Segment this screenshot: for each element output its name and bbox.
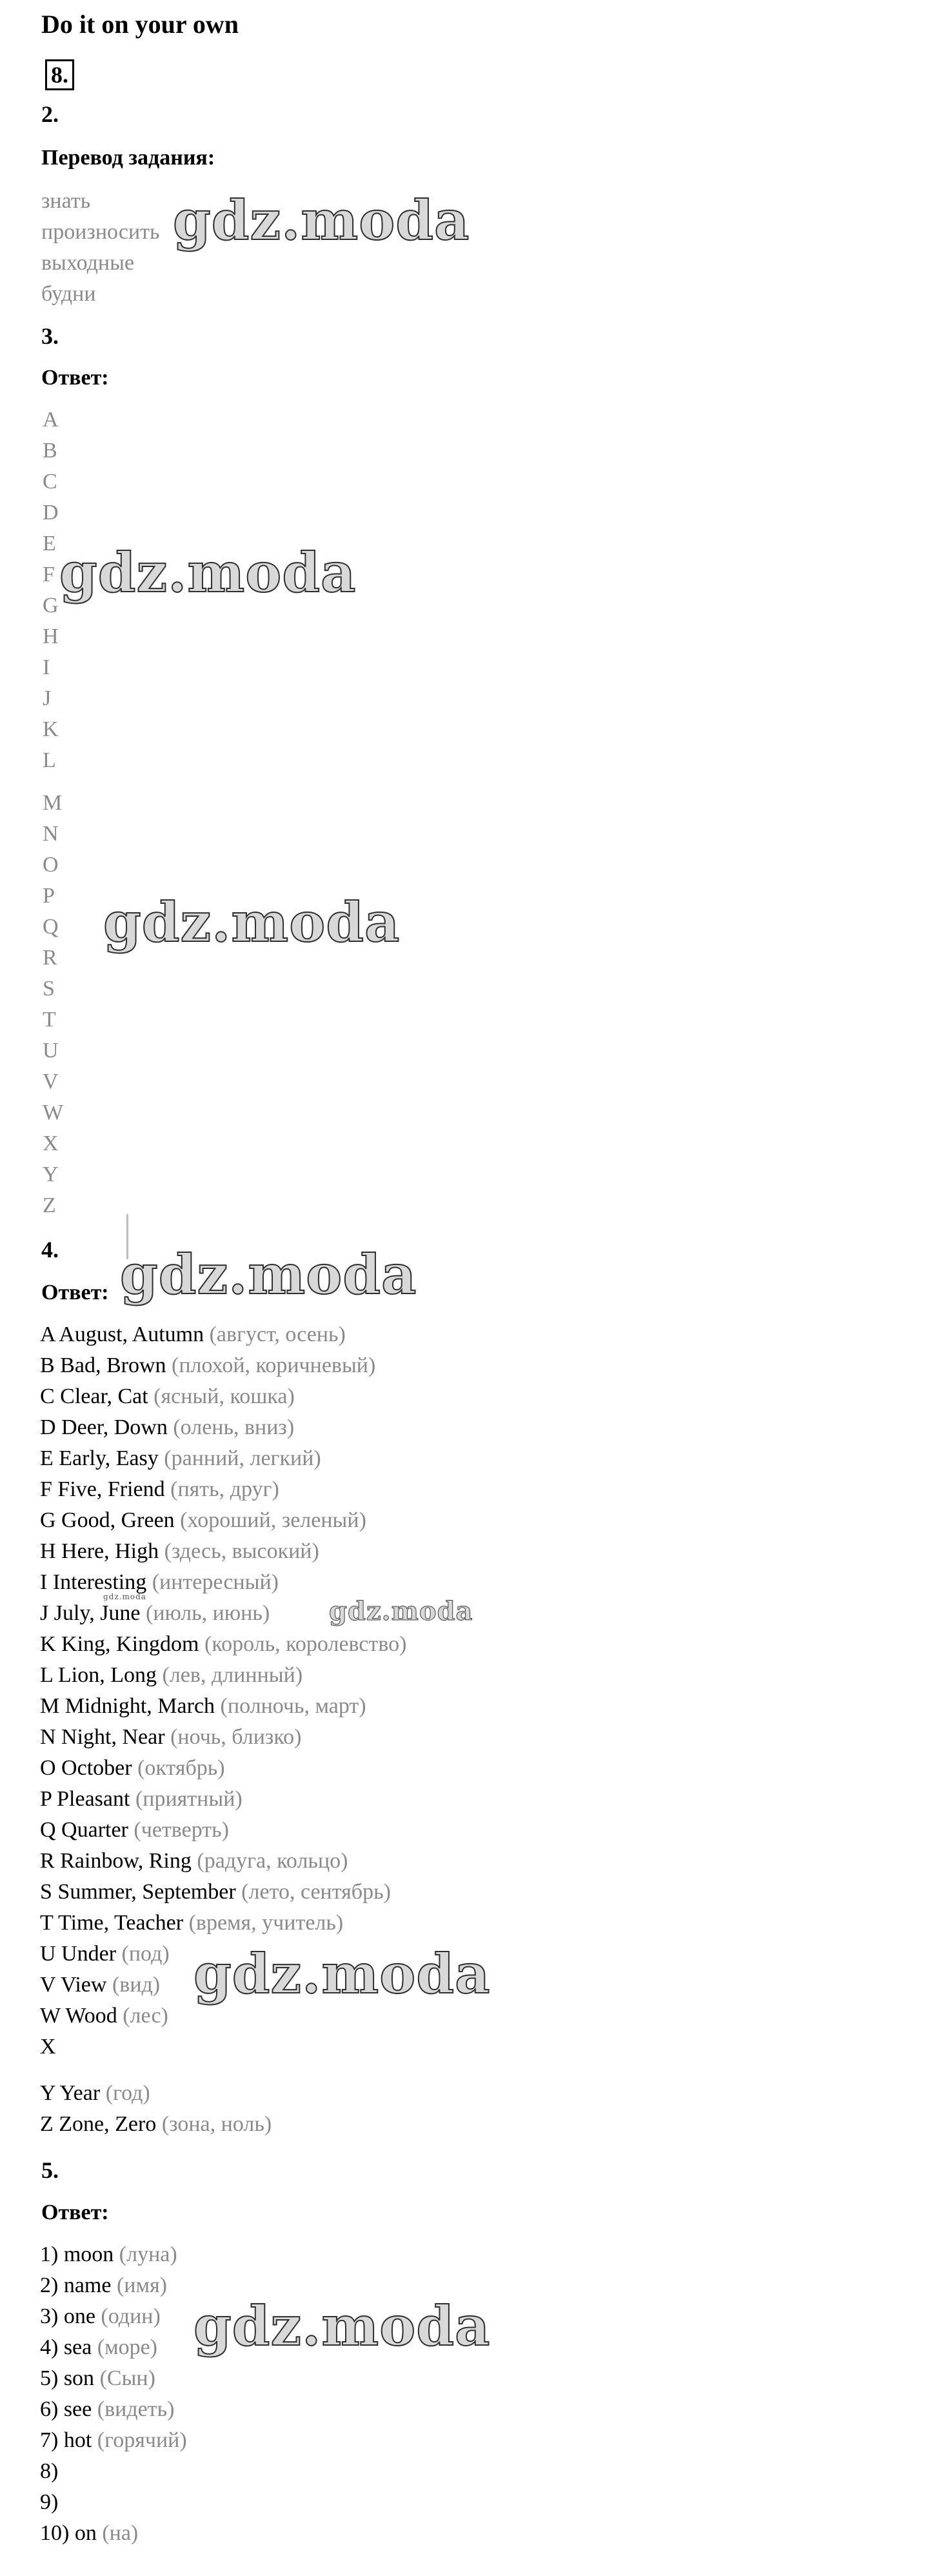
answer-ru: (ранний, легкий) [164, 1446, 321, 1470]
task2-word: будни [41, 282, 96, 306]
watermark-logo: gdz.moda [103, 1592, 146, 1601]
letter-item: M [43, 791, 63, 815]
letter-item: D [43, 501, 59, 524]
answer-row [40, 2335, 157, 2360]
letter-item: V [43, 1070, 59, 1093]
watermark-logo: gdz.moda [120, 1243, 417, 1306]
answer-ru: (горячий) [97, 2428, 187, 2452]
answer-ru: (море) [97, 2335, 158, 2359]
letter-item: A [43, 408, 59, 432]
answer-ru: (приятный) [135, 1787, 243, 1811]
answer-en: K King, Kingdom [40, 1632, 199, 1656]
answer-en: I Interesting [40, 1570, 147, 1594]
letter-item: O [43, 853, 59, 877]
answer-row [40, 1849, 348, 1873]
section-label: 8. [45, 59, 74, 90]
answer-en: G Good, Green [40, 1508, 175, 1532]
answer-ru: (лев, длинный) [162, 1663, 303, 1687]
answer-ru: (олень, вниз) [173, 1415, 295, 1439]
answer-en: O October [40, 1756, 132, 1780]
answer-ru: (плохой, коричневый) [172, 1353, 376, 1377]
answer-en: P Pleasant [40, 1787, 130, 1811]
answer-row [40, 1973, 160, 1997]
letter-item: K [43, 717, 59, 741]
answer-ru: (интересный) [152, 1570, 279, 1594]
page-title: Do it on your own [41, 10, 239, 39]
task2-word: знать [41, 189, 91, 213]
answer-en: Y Year [40, 2081, 101, 2105]
answer-en: J July, June [40, 1601, 141, 1625]
watermark-logo: gdz.moda [193, 1942, 491, 2006]
answer-row [40, 1570, 279, 1595]
letter-item: T [43, 1008, 56, 1032]
answer-en: M Midnight, March [40, 1694, 215, 1718]
answer-en: T Time, Teacher [40, 1911, 184, 1935]
answer-en: Z Zone, Zero [40, 2112, 157, 2136]
letter-item: G [43, 594, 59, 617]
answer-en: 1) moon [40, 2242, 114, 2266]
task3-heading: Ответ: [41, 366, 109, 390]
answer-ru: (Сын) [99, 2366, 155, 2390]
task2-heading: Перевод задания: [41, 146, 215, 170]
answer-en: V View [40, 1973, 107, 1997]
answer-ru: (пять, друг) [170, 1477, 279, 1501]
answer-en: Q Quarter [40, 1818, 128, 1842]
answer-en: R Rainbow, Ring [40, 1849, 192, 1873]
answer-en: 9) [40, 2490, 59, 2514]
answer-ru: (август, осень) [209, 1323, 346, 1346]
answer-en: 2) name [40, 2273, 112, 2297]
answer-ru: (лес) [123, 2004, 168, 2028]
answer-row [40, 2004, 168, 2028]
answer-ru: (луна) [119, 2242, 177, 2266]
letter-item: R [43, 946, 57, 970]
answer-row [40, 2273, 167, 2298]
letter-item: P [43, 884, 55, 908]
letter-item: H [43, 624, 59, 648]
answer-ru: (зона, ноль) [161, 2112, 272, 2136]
answer-row [40, 1663, 302, 1688]
letter-item: I [43, 655, 50, 679]
answer-en: A August, Autumn [40, 1323, 204, 1346]
answer-row [40, 1384, 295, 1409]
answer-row [40, 1632, 407, 1657]
letter-item: Z [43, 1193, 56, 1217]
letter-item: Y [43, 1163, 59, 1186]
answer-en: 8) [40, 2459, 59, 2483]
answer-row [40, 2035, 56, 2059]
task5-heading: Ответ: [41, 2201, 109, 2224]
letter-item: F [43, 563, 55, 586]
answer-en: 10) on [40, 2521, 97, 2545]
answer-row [40, 1818, 229, 1842]
answer-en: 5) son [40, 2366, 95, 2390]
answer-en: 3) one [40, 2304, 95, 2328]
letter-item: E [43, 532, 56, 555]
answer-row [40, 1787, 243, 1812]
answer-row [40, 1942, 170, 1966]
answer-ru: (лето, сентябрь) [241, 1880, 391, 1904]
answer-en: N Night, Near [40, 1725, 165, 1749]
letter-item: L [43, 748, 56, 772]
answer-ru: (один) [101, 2304, 161, 2328]
letter-item: U [43, 1039, 59, 1063]
answer-en: U Under [40, 1942, 117, 1966]
watermark-logo: gdz.moda [329, 1596, 473, 1626]
task3-number: 3. [41, 323, 59, 349]
answer-ru: (вид) [112, 1973, 161, 1997]
answer-en: W Wood [40, 2004, 117, 2028]
letter-item: C [43, 470, 57, 494]
answer-ru: (четверть) [134, 1818, 229, 1842]
answer-row [40, 1415, 294, 1440]
answer-ru: (октябрь) [137, 1756, 225, 1780]
answer-en: L Lion, Long [40, 1663, 157, 1687]
answer-en: S Summer, September [40, 1880, 236, 1904]
answer-row [40, 1323, 346, 1347]
answer-ru: (здесь, высокий) [164, 1539, 319, 1563]
answer-ru: (король, королевство) [204, 1632, 407, 1656]
answer-row [40, 2397, 174, 2422]
answer-row [40, 1725, 301, 1750]
task4-heading: Ответ: [41, 1281, 109, 1304]
letter-item: B [43, 439, 57, 463]
answer-en: F Five, Friend [40, 1477, 165, 1501]
letter-item: J [43, 686, 52, 710]
answer-row [40, 1508, 366, 1533]
answer-en: D Deer, Down [40, 1415, 168, 1439]
answer-row [40, 1911, 343, 1935]
task4-number: 4. [41, 1237, 59, 1263]
answer-row [40, 1694, 366, 1719]
answer-en: C Clear, Cat [40, 1384, 148, 1408]
answer-en: 4) sea [40, 2335, 92, 2359]
task2-word: выходные [41, 251, 135, 275]
answer-row [40, 2490, 58, 2515]
watermark-logo: gdz.moda [59, 541, 357, 604]
answer-row [40, 1477, 279, 1502]
letter-item: X [43, 1132, 59, 1155]
answer-en: E Early, Easy [40, 1446, 159, 1470]
answer-row [40, 2428, 187, 2453]
answer-row [40, 1756, 225, 1781]
watermark-logo: gdz.moda [173, 188, 470, 252]
answer-row [40, 2459, 58, 2484]
answer-row [40, 2366, 155, 2391]
answer-en: X [40, 2035, 56, 2059]
task2-number: 2. [41, 101, 59, 127]
answer-row [40, 2521, 138, 2546]
answer-row [40, 1353, 375, 1378]
letter-item: W [43, 1101, 64, 1124]
answer-row [40, 2242, 177, 2267]
task5-number: 5. [41, 2157, 59, 2183]
watermark-logo: gdz.moda [193, 2294, 491, 2358]
answer-row [40, 2304, 161, 2329]
answer-ru: (ясный, кошка) [154, 1384, 295, 1408]
answer-ru: (видеть) [97, 2397, 175, 2421]
answer-ru: (хороший, зеленый) [180, 1508, 366, 1532]
answer-ru: (на) [102, 2521, 139, 2545]
answer-row [40, 1601, 270, 1626]
answer-ru: (имя) [116, 2273, 167, 2297]
watermark-logo: gdz.moda [103, 890, 401, 954]
answer-ru: (под) [121, 1942, 170, 1966]
letter-item: Q [43, 915, 59, 939]
answer-en: 6) see [40, 2397, 92, 2421]
answer-row [40, 2112, 272, 2137]
letter-item: N [43, 822, 59, 846]
answer-ru: (год) [105, 2081, 150, 2105]
answer-ru: (ночь, близко) [170, 1725, 302, 1749]
answer-en: B Bad, Brown [40, 1353, 166, 1377]
letter-item: S [43, 977, 55, 1001]
task2-word: произносить [41, 220, 160, 244]
answer-row [40, 1539, 319, 1564]
answer-row [40, 2081, 150, 2106]
answer-row [40, 1880, 391, 1904]
answer-ru: (июль, июнь) [146, 1601, 270, 1625]
answer-en: 7) hot [40, 2428, 92, 2452]
answer-ru: (время, учитель) [188, 1911, 344, 1935]
answer-ru: (радуга, кольцо) [197, 1849, 348, 1873]
answer-ru: (полночь, март) [220, 1694, 366, 1718]
answer-en: H Here, High [40, 1539, 159, 1563]
answer-row [40, 1446, 321, 1471]
